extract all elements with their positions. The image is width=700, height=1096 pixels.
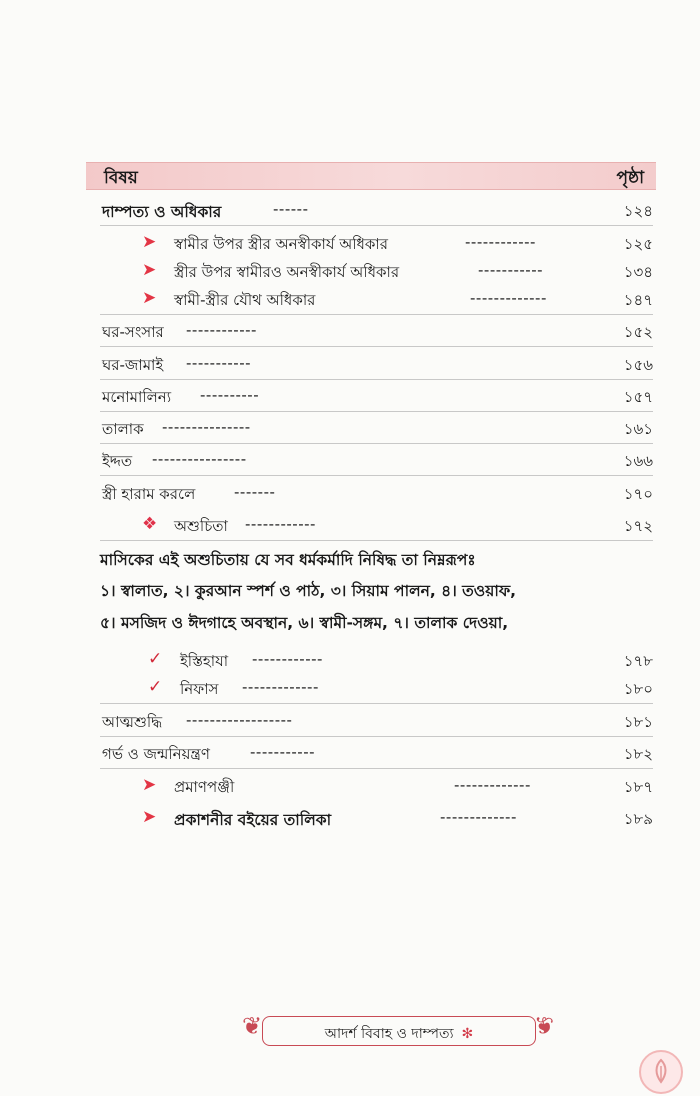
toc-row bbox=[100, 381, 653, 412]
dash-leader: ------------------ bbox=[186, 711, 293, 729]
arrow-icon: ➤ bbox=[142, 807, 157, 827]
arrow-icon: ➤ bbox=[142, 260, 157, 280]
star-icon: ✻ bbox=[461, 1026, 474, 1042]
toc-row bbox=[100, 803, 653, 833]
page-number: ১৭২ bbox=[623, 517, 653, 535]
book-title: আদর্শ বিবাহ ও দাম্পত্য bbox=[324, 1026, 454, 1042]
toc-row bbox=[100, 256, 653, 286]
toc-row bbox=[100, 445, 653, 476]
toc-entry-title: স্ত্রীর উপর স্বামীরও অনস্বীকার্য অধিকার bbox=[174, 263, 400, 281]
toc-row bbox=[100, 706, 653, 737]
page-number: ১২৫ bbox=[623, 235, 653, 253]
page-number: ১৬৬ bbox=[623, 452, 653, 470]
dash-leader: ----------- bbox=[478, 261, 544, 279]
dash-leader: ------------ bbox=[186, 321, 257, 339]
dash-leader: ------------ bbox=[252, 650, 323, 668]
arrow-icon: ➤ bbox=[142, 288, 157, 308]
left-ornament-icon: ❦ bbox=[242, 1012, 263, 1040]
arrow-icon: ➤ bbox=[142, 232, 157, 252]
page-number: ১৮১ bbox=[623, 713, 653, 731]
page-number: ১২৪ bbox=[623, 202, 653, 220]
paragraph-line: ৫। মসজিদ ও ঈদগাহে অবস্থান, ৬। স্বামী-সঙ্গম, ৭। তালাক দেওয়া, bbox=[100, 614, 509, 632]
dash-leader: ------ bbox=[273, 200, 309, 218]
diamond-icon: ❖ bbox=[142, 514, 158, 534]
toc-row bbox=[100, 645, 653, 675]
page-number: ১৫৭ bbox=[623, 388, 653, 406]
toc-row bbox=[100, 228, 653, 258]
page-number: ১৬১ bbox=[623, 420, 653, 438]
page-number: ১৩৪ bbox=[623, 263, 653, 281]
dash-leader: ------- bbox=[234, 483, 276, 501]
page-number: ১৪৭ bbox=[623, 291, 653, 309]
page-number: ১৫৬ bbox=[623, 356, 653, 374]
toc-row bbox=[100, 738, 653, 769]
page-number: ১৭৮ bbox=[623, 652, 653, 670]
page-number: ১৮৯ bbox=[623, 810, 653, 828]
toc-entry-title: স্বামী-স্ত্রীর যৌথ অধিকার bbox=[174, 291, 316, 309]
header-page: পৃষ্ঠা bbox=[616, 168, 644, 188]
dash-leader: ---------------- bbox=[152, 450, 247, 468]
toc-entry-title: স্ত্রী হারাম করলে bbox=[102, 485, 196, 503]
dash-leader: ------------- bbox=[242, 678, 319, 696]
check-icon: ✓ bbox=[148, 649, 163, 669]
header-topic: বিষয় bbox=[104, 168, 138, 188]
toc-row bbox=[100, 195, 653, 226]
paragraph-line: মাসিকের এই অশুচিতায় যে সব ধর্মকর্মাদি নিষিদ্ধ তা নিম্নরূপঃ bbox=[100, 551, 476, 569]
page-number: ১৭০ bbox=[623, 485, 653, 503]
toc-row bbox=[100, 478, 653, 508]
toc-entry-title: প্রমাণপঞ্জী bbox=[174, 778, 235, 796]
footer-title bbox=[263, 1022, 535, 1046]
toc-entry-title: তালাক bbox=[102, 420, 144, 438]
dash-leader: ---------- bbox=[200, 386, 260, 404]
toc-entry-title: নিফাস bbox=[180, 680, 219, 698]
publisher-logo-icon bbox=[639, 1050, 683, 1094]
toc-entry-title: অশুচিতা bbox=[174, 517, 228, 535]
toc-row bbox=[100, 284, 653, 315]
dash-leader: ------------- bbox=[454, 776, 531, 794]
toc-header bbox=[86, 162, 656, 190]
page-number: ১৮০ bbox=[623, 680, 653, 698]
check-icon: ✓ bbox=[148, 677, 163, 697]
toc-row bbox=[100, 771, 653, 801]
toc-row bbox=[100, 510, 653, 541]
arrow-icon: ➤ bbox=[142, 775, 157, 795]
toc-row bbox=[100, 413, 653, 444]
toc-entry-title: ইস্তিহাযা bbox=[180, 652, 229, 670]
toc-entry-title: আত্মশুদ্ধি bbox=[102, 713, 163, 731]
right-ornament-icon: ❦ bbox=[534, 1012, 555, 1040]
toc-entry-title: ঘর-জামাই bbox=[102, 356, 164, 374]
toc-entry-title: মনোমালিন্য bbox=[102, 388, 172, 406]
dash-leader: ----------- bbox=[250, 743, 316, 761]
toc-row bbox=[100, 349, 653, 380]
footer-title-box bbox=[262, 1016, 536, 1046]
dash-leader: ------------- bbox=[440, 808, 517, 826]
toc-entry-title: ইদ্দত bbox=[102, 452, 133, 470]
dash-leader: ------------ bbox=[245, 515, 316, 533]
paragraph-line: ১। স্বালাত, ২। কুরআন স্পর্শ ও পাঠ, ৩। সিয়াম পালন, ৪। তওয়াফ, bbox=[100, 582, 517, 600]
toc-entry-title: গর্ভ ও জন্মনিয়ন্ত্রণ bbox=[102, 745, 210, 763]
toc-entry-title: দাম্পত্য ও অধিকার bbox=[102, 203, 222, 221]
page-number: ১৫২ bbox=[623, 323, 653, 341]
dash-leader: --------------- bbox=[162, 418, 251, 436]
page-number: ১৮২ bbox=[623, 745, 653, 763]
toc-row bbox=[100, 673, 653, 704]
page-number: ১৮৭ bbox=[623, 778, 653, 796]
toc-entry-title: স্বামীর উপর স্ত্রীর অনস্বীকার্য অধিকার bbox=[174, 235, 389, 253]
dash-leader: ------------ bbox=[465, 233, 536, 251]
toc-entry-title: ঘর-সংসার bbox=[102, 323, 164, 341]
dash-leader: ----------- bbox=[186, 354, 252, 372]
dash-leader: ------------- bbox=[470, 289, 547, 307]
toc-entry-title: প্রকাশনীর বইয়ের তালিকা bbox=[174, 811, 332, 829]
toc-row bbox=[100, 316, 653, 347]
